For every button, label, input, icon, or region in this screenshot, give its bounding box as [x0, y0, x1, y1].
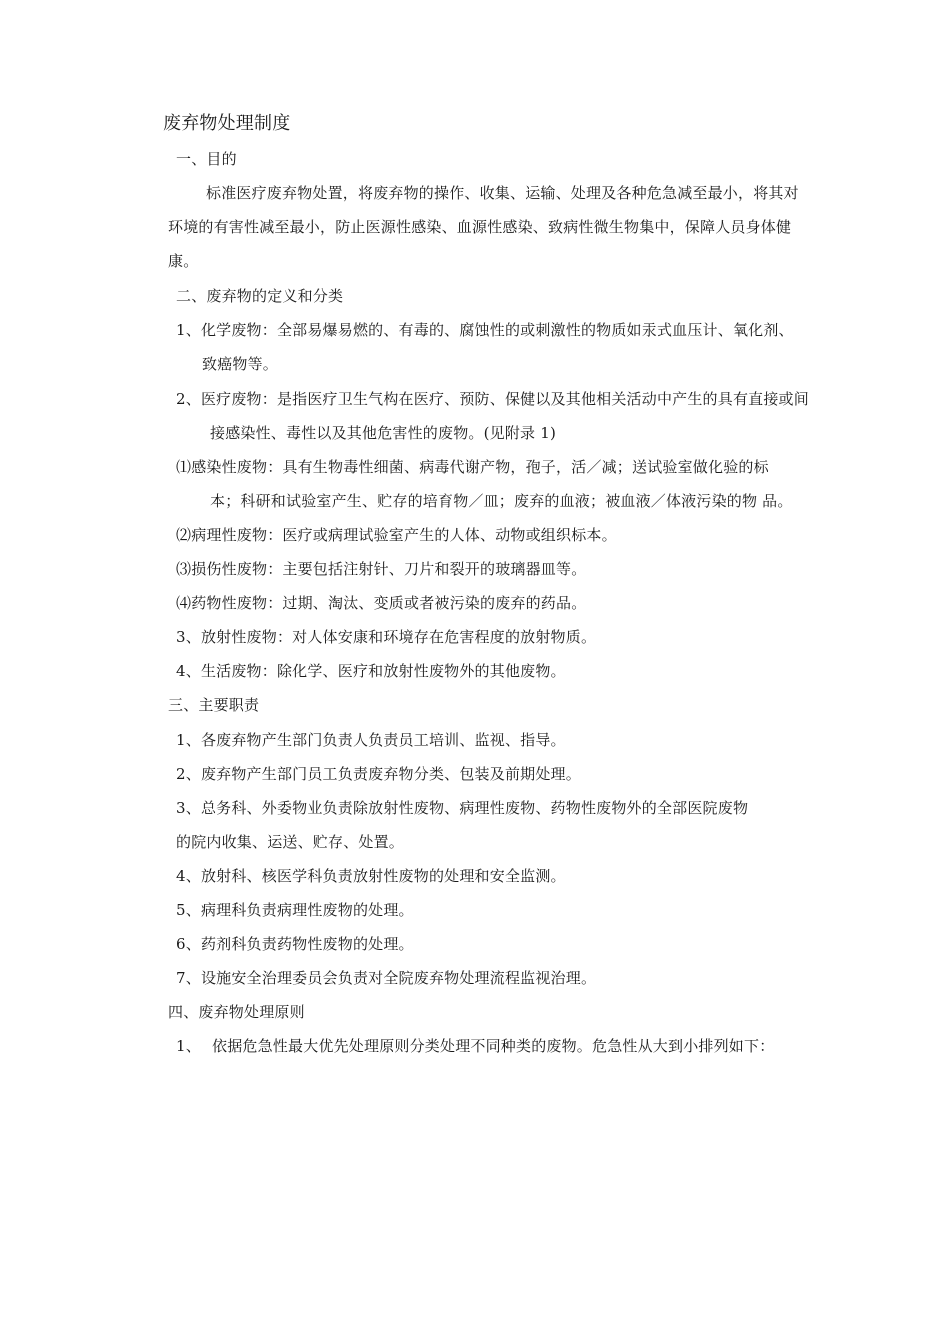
list-item-number: 1、 [176, 1037, 201, 1055]
list-item-continuation: 致癌物等。 [202, 355, 279, 373]
list-item: 7、设施安全治理委员会负责对全院废弃物处理流程监视治理。 [176, 969, 597, 987]
section-heading-definition: 二、废弃物的定义和分类 [176, 287, 344, 305]
list-item: 3、放射性废物：对人体安康和环境存在危害程度的放射物质。 [176, 628, 597, 646]
section-heading-principles: 四、废弃物处理原则 [168, 1003, 305, 1021]
list-item: 6、药剂科负责药物性废物的处理。 [176, 935, 414, 953]
sub-list-item-continuation: 本；科研和试验室产生、贮存的培育物／皿；废弃的血液；被血液／体液污染的物 品。 [210, 492, 793, 510]
paragraph-line: 环境的有害性减至最小，防止医源性感染、血源性感染、致病性微生物集中，保障人员身体健 [168, 218, 792, 236]
section-heading-purpose: 一、目的 [176, 150, 237, 168]
list-item-continuation: 的院内收集、运送、贮存、处置。 [176, 833, 405, 851]
sub-list-item: ⑶损伤性废物：主要包括注射针、刀片和裂开的玻璃器皿等。 [176, 560, 587, 578]
list-item: 1、各废弃物产生部门负责人负责员工培训、监视、指导。 [176, 731, 566, 749]
paragraph-line: 标准医疗废弃物处置，将废弃物的操作、收集、运输、处理及各种危急减至最小，将其对 [206, 184, 799, 202]
section-heading-responsibilities: 三、主要职责 [168, 696, 260, 714]
list-item: 2、医疗废物：是指医疗卫生气构在医疗、预防、保健以及其他相关活动中产生的具有直接或间 [176, 390, 809, 408]
sub-list-item: ⑵病理性废物：医疗或病理试验室产生的人体、动物或组织标本。 [176, 526, 617, 544]
list-item: 依据危急性最大优先处理原则分类处理不同种类的废物。危急性从大到小排列如下： [212, 1037, 775, 1055]
list-item: 4、放射科、核医学科负责放射性废物的处理和安全监测。 [176, 867, 566, 885]
sub-list-item: ⑷药物性废物：过期、淘汰、变质或者被污染的废弃的药品。 [176, 594, 587, 612]
list-item: 5、病理科负责病理性废物的处理。 [176, 901, 414, 919]
paragraph-line: 康。 [168, 252, 199, 270]
list-item: 1、化学废物：全部易爆易燃的、有毒的、腐蚀性的或刺激性的物质如汞式血压计、氧化剂、 [176, 321, 794, 339]
list-item: 3、总务科、外委物业负责除放射性废物、病理性废物、药物性废物外的全部医院废物 [176, 799, 749, 817]
page-title: 废弃物处理制度 [163, 113, 291, 134]
list-item: 2、废弃物产生部门员工负责废弃物分类、包装及前期处理。 [176, 765, 581, 783]
list-item: 4、生活废物：除化学、医疗和放射性废物外的其他废物。 [176, 662, 566, 680]
sub-list-item: ⑴感染性废物：具有生物毒性细菌、病毒代谢产物，孢子，活／减；送试验室做化验的标 [176, 458, 769, 476]
list-item-continuation: 接感染性、毒性以及其他危害性的废物。(见附录 1) [210, 424, 557, 442]
